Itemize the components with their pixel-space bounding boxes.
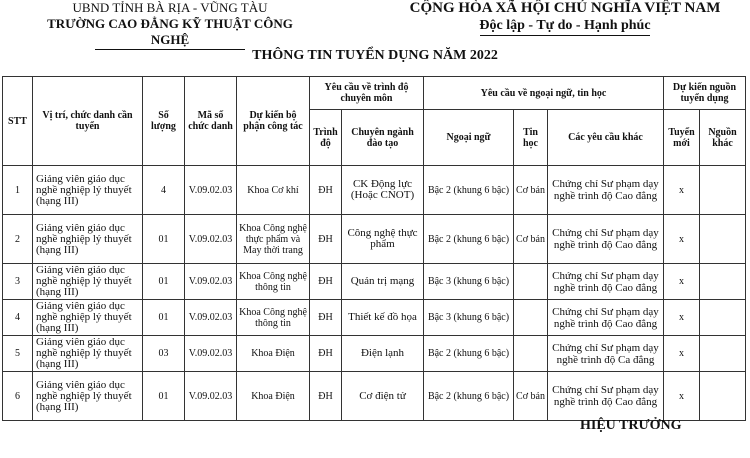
cell-it: [514, 300, 548, 336]
cell-dept: Khoa Điện: [237, 372, 310, 421]
cell-position: Giảng viên giáo dục nghề nghiệp lý thuyết (hạng III): [33, 336, 143, 372]
national-header: [395, 0, 735, 36]
cell-new-hire: x: [664, 264, 700, 300]
col-other-requirements: Các yêu cầu khác: [548, 110, 664, 166]
table-row: [3, 215, 746, 264]
cell-foreign-language: Bậc 2 (khung 6 bậc): [424, 372, 514, 421]
cell-major: Thiết kế đồ họa: [342, 300, 424, 336]
col-code: Mã số chức danh: [185, 77, 237, 166]
cell-major: CK Động lực (Hoặc CNOT): [342, 166, 424, 215]
nation-name: CỘNG HÒA XÃ HỘI CHỦ NGHĨA VIỆT NAM: [409, 0, 721, 16]
cell-other-requirements: Chứng chỉ Sư phạm dạy nghề trình độ Cao đẳng: [548, 264, 664, 300]
col-quantity: Số lượng: [143, 77, 185, 166]
col-stt: STT: [3, 77, 33, 166]
cell-quantity: 01: [143, 264, 185, 300]
cell-level: ĐH: [310, 336, 342, 372]
cell-level: ĐH: [310, 166, 342, 215]
cell-quantity: 01: [143, 215, 185, 264]
cell-dept: Khoa Công nghệ thông tin: [237, 264, 310, 300]
cell-other-source: [700, 300, 746, 336]
cell-code: V.09.02.03: [185, 264, 237, 300]
cell-stt: 4: [3, 300, 33, 336]
cell-major: Quản trị mạng: [342, 264, 424, 300]
province-name: UBND TỈNH BÀ RỊA - VŨNG TÀU: [72, 0, 268, 15]
cell-stt: 6: [3, 372, 33, 421]
cell-stt: 2: [3, 215, 33, 264]
col-major: Chuyên ngành đào tạo: [342, 110, 424, 166]
cell-other-source: [700, 264, 746, 300]
cell-stt: 1: [3, 166, 33, 215]
signature-title: HIỆU TRƯỞNG: [580, 418, 682, 433]
cell-it: Cơ bản: [514, 215, 548, 264]
cell-foreign-language: Bậc 3 (khung 6 bậc): [424, 300, 514, 336]
col-group-language: Yêu cầu về ngoại ngữ, tin học: [424, 77, 664, 110]
header-row-1: [3, 77, 746, 110]
cell-major: Điện lạnh: [342, 336, 424, 372]
cell-other-requirements: Chứng chỉ Sư phạm dạy nghề trình độ Cao đẳng: [548, 300, 664, 336]
cell-major: Công nghệ thực phẩm: [342, 215, 424, 264]
cell-other-requirements: Chứng chỉ Sư phạm dạy nghề trình độ Ca đẳng: [548, 336, 664, 372]
cell-code: V.09.02.03: [185, 215, 237, 264]
cell-stt: 3: [3, 264, 33, 300]
cell-foreign-language: Bậc 2 (khung 6 bậc): [424, 215, 514, 264]
cell-new-hire: x: [664, 300, 700, 336]
col-level: Trình độ: [310, 110, 342, 166]
cell-code: V.09.02.03: [185, 166, 237, 215]
cell-quantity: 03: [143, 336, 185, 372]
cell-stt: 5: [3, 336, 33, 372]
table-row: [3, 300, 746, 336]
table-body: [3, 166, 746, 421]
cell-level: ĐH: [310, 372, 342, 421]
cell-position: Giảng viên giáo dục nghề nghiệp lý thuyết (hạng III): [33, 166, 143, 215]
cell-other-requirements: Chứng chỉ Sư phạm dạy nghề trình độ Cao đẳng: [548, 215, 664, 264]
cell-code: V.09.02.03: [185, 336, 237, 372]
cell-it: [514, 264, 548, 300]
cell-quantity: 4: [143, 166, 185, 215]
cell-major: Cơ điện tử: [342, 372, 424, 421]
recruitment-table: [2, 76, 746, 421]
cell-position: Giảng viên giáo dục nghề nghiệp lý thuyết (hạng III): [33, 372, 143, 421]
cell-foreign-language: Bậc 2 (khung 6 bậc): [424, 336, 514, 372]
cell-position: Giảng viên giáo dục nghề nghiệp lý thuyết (hạng III): [33, 264, 143, 300]
cell-position: Giảng viên giáo dục nghề nghiệp lý thuyết (hạng III): [33, 215, 143, 264]
table-row: [3, 166, 746, 215]
cell-other-source: [700, 372, 746, 421]
table-row: [3, 336, 746, 372]
table-row: [3, 264, 746, 300]
cell-level: ĐH: [310, 300, 342, 336]
cell-code: V.09.02.03: [185, 300, 237, 336]
cell-it: Cơ bản: [514, 166, 548, 215]
cell-other-requirements: Chứng chỉ Sư phạm dạy nghề trình độ Cao đẳng: [548, 372, 664, 421]
col-new-hire: Tuyển mới: [664, 110, 700, 166]
col-group-professional: Yêu cầu về trình độ chuyên môn: [310, 77, 424, 110]
cell-dept: Khoa Cơ khí: [237, 166, 310, 215]
school-name: TRƯỜNG CAO ĐẲNG KỸ THUẬT CÔNG NGHỆ: [47, 16, 293, 47]
col-group-source: Dự kiến nguồn tuyển dụng: [664, 77, 746, 110]
col-position: Vị trí, chức danh cần tuyển: [33, 77, 143, 166]
cell-dept: Khoa Công nghệ thông tin: [237, 300, 310, 336]
nation-motto: Độc lập - Tự do - Hạnh phúc: [479, 18, 651, 33]
cell-quantity: 01: [143, 372, 185, 421]
cell-other-source: [700, 336, 746, 372]
cell-other-source: [700, 166, 746, 215]
col-other-source: Nguồn khác: [700, 110, 746, 166]
cell-position: Giảng viên giáo dục nghề nghiệp lý thuyết (hạng III): [33, 300, 143, 336]
cell-it: [514, 336, 548, 372]
cell-foreign-language: Bậc 3 (khung 6 bậc): [424, 264, 514, 300]
cell-it: Cơ bản: [514, 372, 548, 421]
cell-new-hire: x: [664, 166, 700, 215]
cell-dept: Khoa Công nghệ thực phẩm và May thời trang: [237, 215, 310, 264]
cell-dept: Khoa Điện: [237, 336, 310, 372]
cell-quantity: 01: [143, 300, 185, 336]
col-it: Tin học: [514, 110, 548, 166]
cell-foreign-language: Bậc 2 (khung 6 bậc): [424, 166, 514, 215]
motto-underline: [480, 35, 650, 36]
document-title: THÔNG TIN TUYỂN DỤNG NĂM 2022: [252, 48, 498, 63]
cell-other-requirements: Chứng chỉ Sư phạm dạy nghề trình độ Cao đẳng: [548, 166, 664, 215]
table-row: [3, 372, 746, 421]
cell-new-hire: x: [664, 215, 700, 264]
cell-new-hire: x: [664, 372, 700, 421]
cell-level: ĐH: [310, 264, 342, 300]
cell-new-hire: x: [664, 336, 700, 372]
col-foreign-language: Ngoại ngữ: [424, 110, 514, 166]
cell-other-source: [700, 215, 746, 264]
cell-code: V.09.02.03: [185, 372, 237, 421]
organization-header: [40, 0, 300, 50]
col-dept: Dự kiến bộ phận công tác: [237, 77, 310, 166]
cell-level: ĐH: [310, 215, 342, 264]
